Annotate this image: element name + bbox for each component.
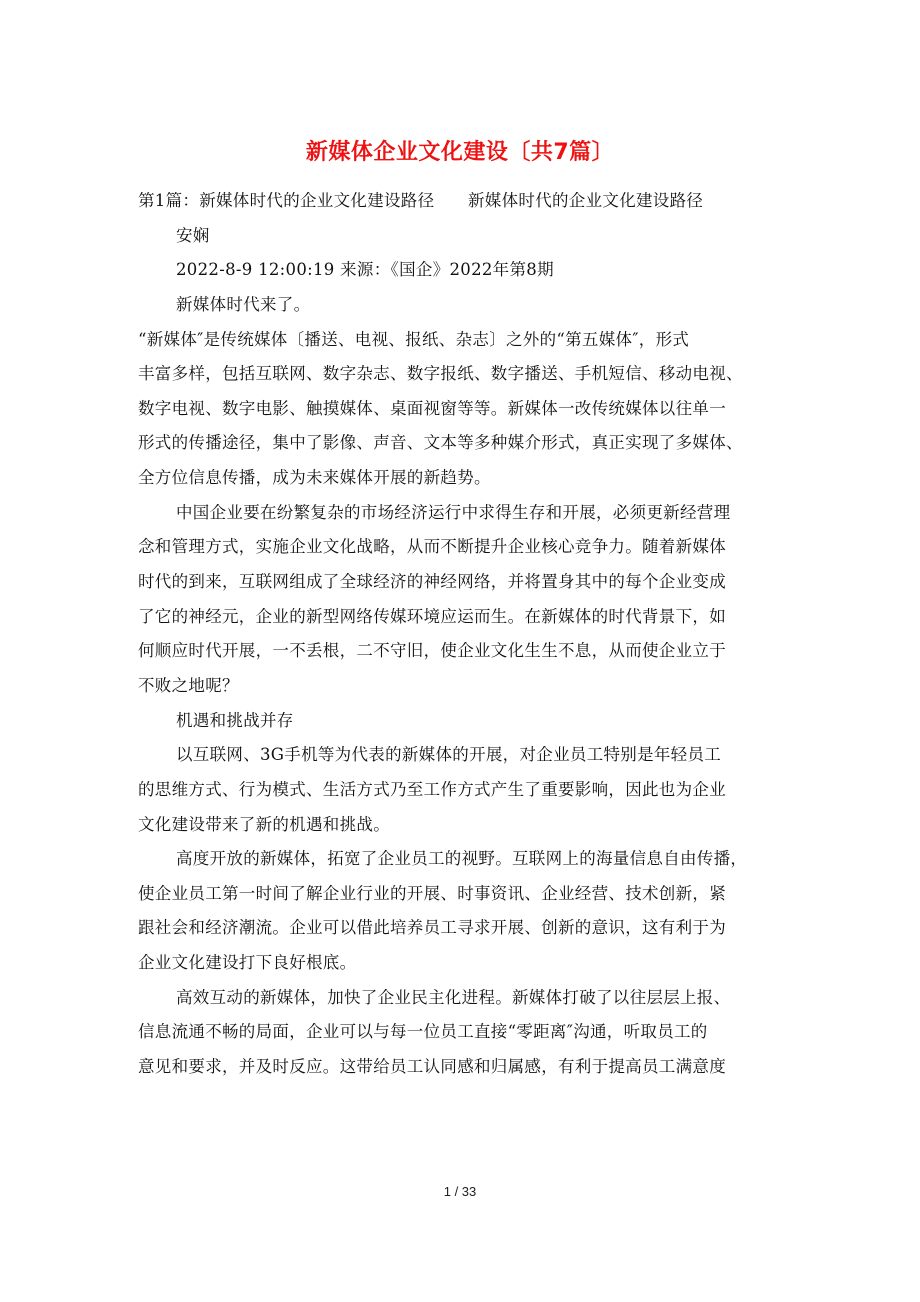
document-body	[138, 186, 798, 1087]
paragraph-line: 意见和要求，并及时反应。这带给员工认同感和归属感，有利于提高员工满意度	[138, 1057, 726, 1077]
paragraph-line: 中国企业要在纷繁复杂的市场经济运行中求得生存和开展，必须更新经营理	[176, 502, 731, 522]
paragraph-line: 念和管理方式，实施企业文化战略，从而不断提升企业核心竞争力。随着新媒体	[138, 537, 726, 557]
paragraph-line: 时代的到来，互联网组成了全球经济的神经网络，并将置身其中的每个企业变成	[138, 572, 726, 592]
paragraph-line: 信息流通不畅的局面，企业可以与每一位员工直接“零距离″沟通，听取员工的	[138, 1022, 708, 1042]
paragraph-line: “新媒体″是传统媒体〔播送、电视、报纸、杂志〕之外的“第五媒体″，形式	[138, 329, 690, 349]
author-line: 安娴	[176, 225, 210, 245]
paragraph-line: 使企业员工第一时间了解企业行业的开展、时事资讯、企业经营、技术创新，紧	[138, 883, 726, 903]
paragraph-line: 何顺应时代开展，一不丢根，二不守旧，使企业文化生生不息，从而使企业立于	[138, 641, 726, 661]
paragraph-line: 文化建设带来了新的机遇和挑战。	[138, 814, 390, 834]
page-number: 1 / 33	[443, 1184, 477, 1199]
paragraph-line: 新媒体时代来了。	[176, 294, 311, 314]
section-heading: 机遇和挑战并存	[176, 710, 294, 730]
paragraph-line: 了它的神经元，企业的新型网络传媒环境应运而生。在新媒体的时代背景下，如	[138, 606, 726, 626]
paragraph-line: 不败之地呢？	[138, 675, 239, 695]
article-heading-line: 第1篇：新媒体时代的企业文化建设路径 新媒体时代的企业文化建设路径	[138, 191, 704, 210]
paragraph-line: 企业文化建设打下良好根底。	[138, 953, 357, 973]
source-line: 2022-8-9 12:00:19 来源：《国企》2022年第8期	[176, 260, 554, 280]
paragraph-line: 以互联网、3G手机等为代表的新媒体的开展，对企业员工特别是年轻员工	[176, 745, 722, 765]
paragraph-line: 高效互动的新媒体，加快了企业民主化进程。新媒体打破了以往层层上报、	[176, 987, 731, 1007]
paragraph-line: 的思维方式、行为模式、生活方式乃至工作方式产生了重要影响，因此也为企业	[138, 779, 726, 799]
paragraph-line: 形式的传播途径，集中了影像、声音、文本等多种媒介形式，真正实现了多媒体、	[138, 433, 743, 453]
paragraph-line: 高度开放的新媒体，拓宽了企业员工的视野。互联网上的海量信息自由传播，	[176, 849, 748, 869]
paragraph-line: 跟社会和经济潮流。企业可以借此培养员工寻求开展、创新的意识，这有利于为	[138, 918, 726, 938]
paragraph-line: 数字电视、数字电影、触摸媒体、桌面视窗等等。新媒体一改传统媒体以往单一	[138, 398, 726, 418]
paragraph-line: 丰富多样，包括互联网、数字杂志、数字报纸、数字播送、手机短信、移动电视、	[138, 364, 743, 384]
document-title: 新媒体企业文化建设〔共7篇〕	[305, 140, 615, 165]
paragraph-line: 全方位信息传播，成为未来媒体开展的新趋势。	[138, 468, 491, 488]
